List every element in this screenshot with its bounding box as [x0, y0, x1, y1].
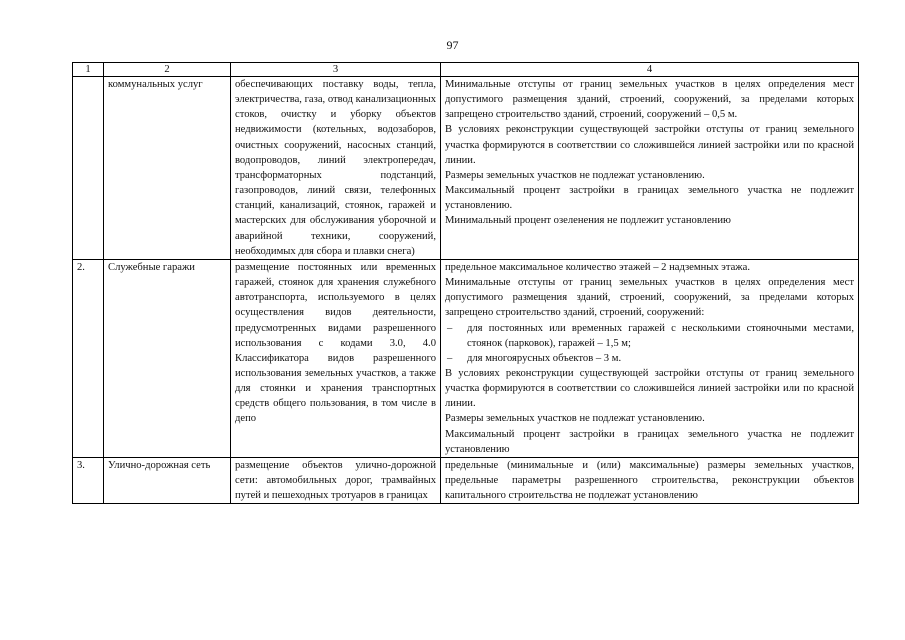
parameter-list-item [445, 321, 854, 351]
construction-parameters [441, 259, 859, 457]
parameter-paragraph: В условиях реконструкции существующей застройки отступы от границ земельного участка формируются в соответствии со сложившейся линией застройки или по красной линии. [445, 367, 854, 410]
parameter-list-item [445, 351, 854, 366]
zoning-table [72, 62, 859, 504]
parameter-list-text: для постоянных или временных гаражей с несколькими стояночными местами, стоянок (парковок), гаражей – 1,5 м; [467, 322, 854, 349]
use-type-description: обеспечивающих поставку воды, тепла, электричества, газа, отвод канализационных стоков, очистку и уборку объектов недвижимости (котельных, водозаборов, очистных сооружений, насосных станций, водопроводов, линий электропередач, трансформаторных подстанций, газопроводов, линий связи, телефонных станций, канализаций, стоянок, гаражей и мастерских для обслуживания уборочной и аварийной техники, сооружений, необходимых для сбора и плавки снега) [231, 77, 441, 260]
use-type-description: размещение объектов улично-дорожной сети: автомобильных дорог, трамвайных путей и пешеходных тротуаров в границах [231, 457, 441, 503]
dash-bullet: – [447, 322, 453, 334]
table-row [73, 457, 859, 503]
construction-parameters [441, 457, 859, 503]
parameter-paragraph: Размеры земельных участков не подлежат установлению. [445, 413, 705, 425]
use-type-name: коммунальных услуг [104, 77, 231, 260]
use-type-name: Служебные гаражи [104, 259, 231, 457]
header-cell-1: 1 [73, 63, 104, 77]
row-number: 2. [73, 259, 104, 457]
construction-parameters [441, 77, 859, 260]
header-cell-4: 4 [441, 63, 859, 77]
table-row [73, 259, 859, 457]
header-cell-2: 2 [104, 63, 231, 77]
parameter-list-text: для многоярусных объектов – 3 м. [467, 352, 622, 364]
use-type-name: Улично-дорожная сеть [104, 457, 231, 503]
row-number [73, 77, 104, 260]
table-header-row [73, 63, 859, 77]
parameter-paragraph: Размеры земельных участков не подлежат установлению. [445, 169, 705, 181]
parameter-paragraph: Минимальные отступы от границ земельных участков в целях определения мест допустимого размещения зданий, строений, сооружений, за пределами которых запрещено строительство зданий, строений, сооружений – 0,5 м. [445, 79, 854, 121]
parameter-paragraph: предельное максимальное количество этажей – 2 надземных этажа. [445, 261, 750, 273]
parameter-paragraph: Минимальные отступы от границ земельных участков в целях определения мест допустимого размещения зданий, строений, сооружений, за пределами которых запрещено строительство зданий, строений, сооружений: [445, 277, 854, 319]
parameter-paragraph: Максимальный процент застройки в границах земельного участка не подлежит установлению. [445, 185, 854, 212]
parameter-paragraph: Минимальный процент озеленения не подлежит установлению [445, 215, 731, 227]
parameter-paragraph: Максимальный процент застройки в границах земельного участка не подлежит установлению [445, 428, 854, 455]
dash-bullet: – [447, 352, 453, 364]
parameter-paragraph: В условиях реконструкции существующей застройки отступы от границ земельного участка формируются в соответствии со сложившейся линией застройки или по красной линии. [445, 124, 854, 166]
use-type-description: размещение постоянных или временных гаражей, стоянок для хранения служебного автотранспорта, используемого в целях осуществления видов деятельности, предусмотренных видами разрешенного использования с кодами 3.0, 4.0 Классификатора видов разрешенного использования земельных участков, а также для стоянки и хранения транспортных средств общего пользования, в том числе в депо [231, 259, 441, 457]
page-number: 97 [446, 38, 459, 52]
table-row [73, 77, 859, 260]
parameter-paragraph: предельные (минимальные и (или) максимальные) размеры земельных участков, предельные параметры разрешенного строительства, реконструкции объектов капитального строительства не подлежат установлению [445, 459, 854, 502]
header-cell-3: 3 [231, 63, 441, 77]
row-number: 3. [73, 457, 104, 503]
